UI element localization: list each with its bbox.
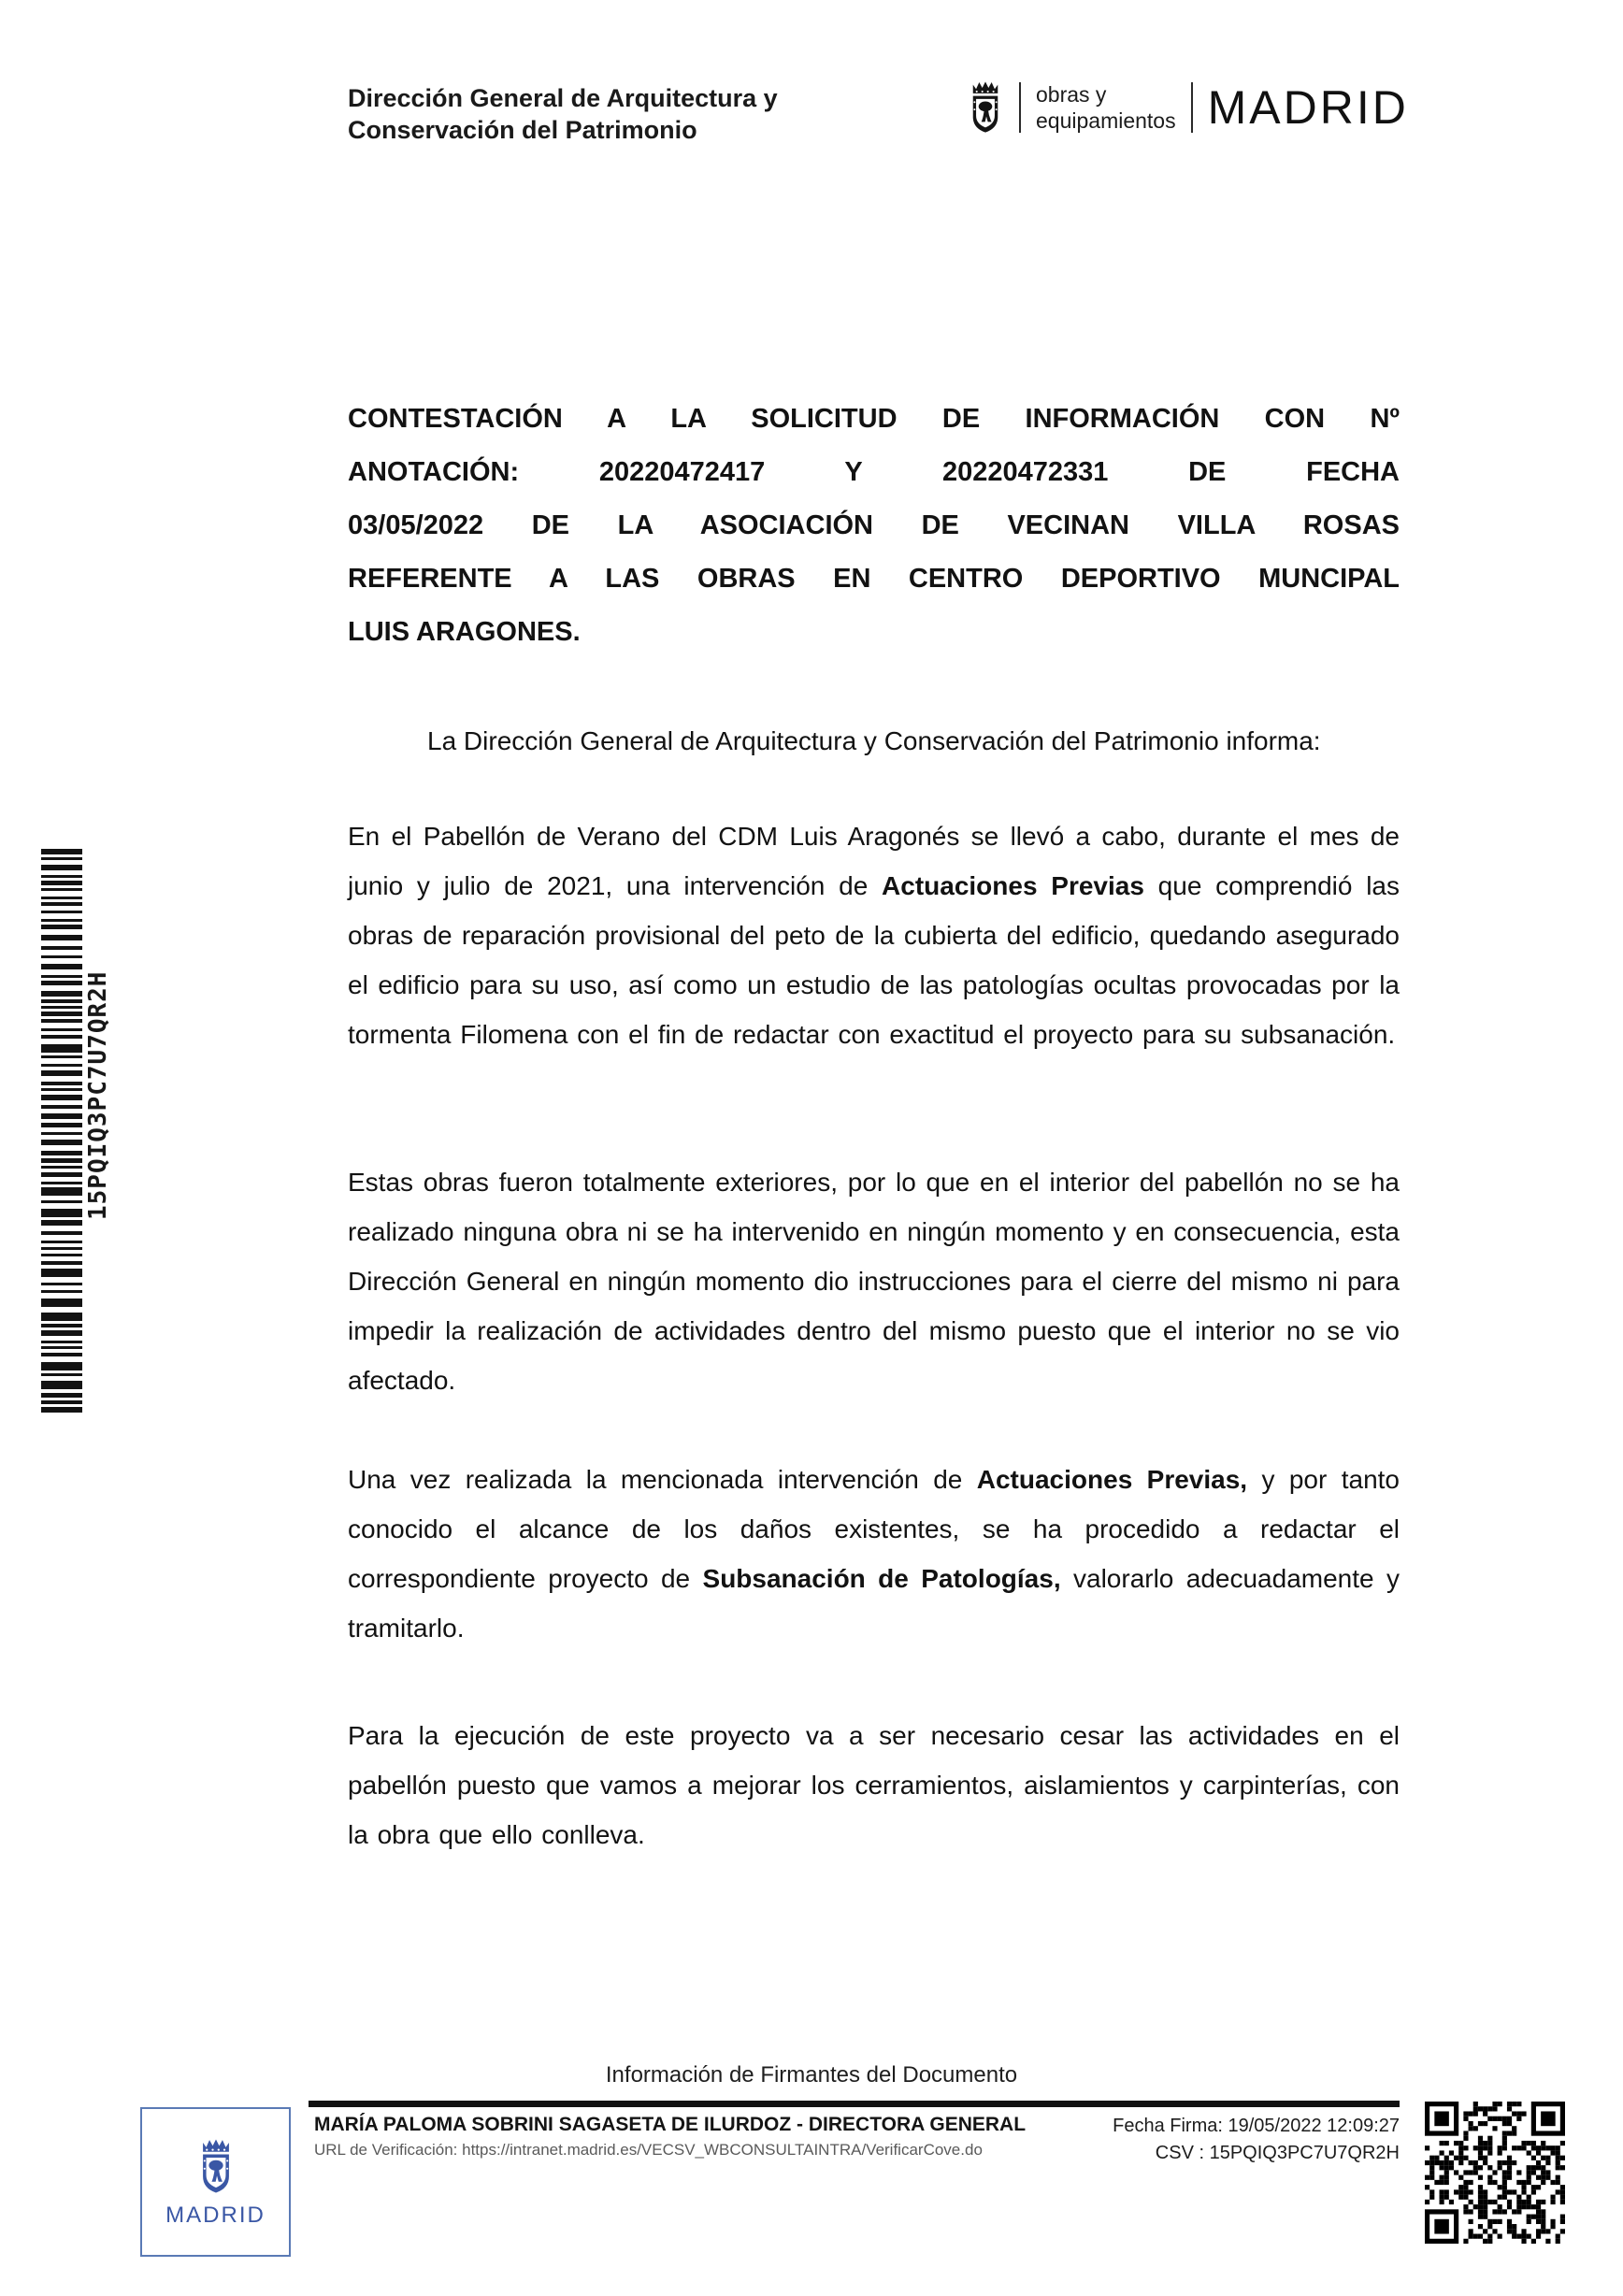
department-header xyxy=(348,82,778,146)
title-line: LUIS ARAGONES. xyxy=(348,617,581,647)
verification-url: URL de Verificación: https://intranet.madrid.es/VECSV_WBCONSULTAINTRA/VerificarCove.do xyxy=(314,2141,983,2159)
paragraph-actuaciones-previas: En el Pabellón de Verano del CDM Luis Aragonés se llevó a cabo, durante el mes de junio y julio de 2021, una intervención de Actuaciones Previas que comprendió las obras de reparación provisional del peto de la cubierta del edificio, quedando asegurado el edificio para su uso, así como un estudio de las patologías ocultas provocadas por la tormenta Filomena con el fin de redactar con exactitud el proyecto para su subsanación. xyxy=(348,822,1400,1049)
department-line2: Conservación del Patrimonio xyxy=(348,116,697,144)
department-line1: Dirección General de Arquitectura y xyxy=(348,84,778,112)
barcode-csv-code: 15PQIQ3PC7U7QR2H xyxy=(84,970,112,1220)
madrid-logo xyxy=(967,79,1409,136)
logo-area-label xyxy=(1036,81,1176,134)
barcode-icon xyxy=(41,849,82,1421)
document-title xyxy=(348,393,1400,659)
signature-date: Fecha Firma: 19/05/2022 12:09:27 xyxy=(1113,2116,1400,2136)
intro-paragraph: La Dirección General de Arquitectura y Conservación del Patrimonio informa: xyxy=(427,726,1321,755)
logo-area-line2: equipamientos xyxy=(1036,108,1176,133)
logo-divider-2 xyxy=(1191,82,1193,133)
madrid-wordmark: MADRID xyxy=(1207,80,1409,134)
madrid-crest-icon xyxy=(196,2136,236,2196)
title-line: REFERENTE A LAS OBRAS EN CENTRO DEPORTIVO MUNCIPAL xyxy=(348,564,1400,594)
paragraph-subsanacion-patologias: Una vez realizada la mencionada intervención de Actuaciones Previas, y por tanto conocido el alcance de los daños existentes, se ha procedido a redactar el correspondiente proyecto de Subsanación de Patologías, valorarlo adecuadamente y tramitarlo. xyxy=(348,1465,1400,1643)
footer-madrid-logo-box xyxy=(140,2107,291,2257)
title-line: ANOTACIÓN: 20220472417 Y 20220472331 DE FECHA xyxy=(348,457,1400,487)
qr-code-icon xyxy=(1425,2102,1565,2244)
title-line: 03/05/2022 DE LA ASOCIACIÓN DE VECINAN VILLA ROSAS xyxy=(348,510,1400,540)
madrid-crest-icon xyxy=(967,79,1004,136)
madrid-wordmark: MADRID xyxy=(165,2202,266,2228)
signer-name: MARÍA PALOMA SOBRINI SAGASETA DE ILURDOZ - DIRECTORA GENERAL xyxy=(314,2114,1027,2135)
csv-value: CSV : 15PQIQ3PC7U7QR2H xyxy=(1155,2143,1400,2163)
paragraph-obras-exteriores: Estas obras fueron totalmente exteriores, por lo que en el interior del pabellón no se ha realizado ninguna obra ni se ha intervenido en ningún momento y en consecuencia, esta Dirección General en ningún momento dio instrucciones para el cierre del mismo ni para impedir la realización de actividades dentro del mismo puesto que el interior no se vio afectado. xyxy=(348,1168,1400,1395)
signers-heading: Información de Firmantes del Documento xyxy=(605,2062,1018,2088)
logo-divider-1 xyxy=(1019,82,1021,133)
paragraph-ejecucion-proyecto: Para la ejecución de este proyecto va a ser necesario cesar las actividades en el pabellón puesto que vamos a mejorar los cerramientos, aislamientos y carpinterías, con la obra que ello conlleva. xyxy=(348,1721,1400,1849)
logo-area-line1: obras y xyxy=(1036,81,1107,107)
title-line: CONTESTACIÓN A LA SOLICITUD DE INFORMACIÓN CON Nº xyxy=(348,404,1400,434)
signature-divider-bar xyxy=(309,2101,1400,2107)
